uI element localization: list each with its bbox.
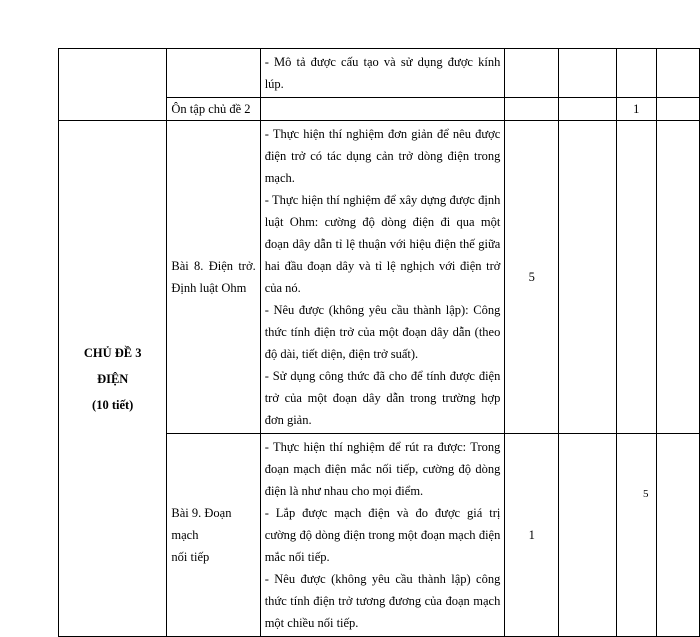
topic-cell: [59, 121, 167, 637]
table-row: [59, 49, 700, 98]
topic-name: ĐIỆN: [97, 371, 129, 386]
requirement-item: - Thực hiện thí nghiệm đơn giản để nêu được điện trở có tác dụng cản trở dòng điện trong mạch.: [264, 127, 501, 185]
requirement-item: - Lắp được mạch điện và đo được giá trị cường độ dòng điện trong một đoạn mạch điện mắc nối tiếp.: [264, 506, 501, 564]
count-cell-9: 1: [505, 434, 559, 637]
empty-cell: [656, 434, 699, 637]
count-cell: [505, 49, 559, 98]
topic-periods: (10 tiết): [92, 397, 134, 412]
lesson-cell-review: Ôn tập chủ đề 2: [167, 98, 260, 121]
table-row: [59, 121, 700, 434]
count-cell: [505, 98, 559, 121]
page-number: 5: [643, 488, 649, 500]
lesson-cell-9: [167, 434, 260, 637]
empty-cell: [559, 49, 616, 98]
topic-title: CHỦ ĐỀ 3: [83, 345, 142, 360]
lesson-8-title-line1: Bài 8. Điện trở.: [171, 259, 256, 273]
requirement-item: - Nêu được (không yêu cầu thành lập): Công thức tính điện trở của một đoạn dây dẫn (theo độ dài, tiết diện, điện trở suất).: [264, 303, 501, 361]
empty-cell: [559, 434, 616, 637]
lesson-8-title-line2: Định luật Ohm: [171, 281, 247, 295]
curriculum-table: [58, 48, 700, 637]
lesson-9-title-line1: Bài 9. Đoạn mạch: [171, 506, 232, 542]
requirement-item: - Sử dụng công thức đã cho để tính được điện trở của một đoạn dây dẫn trong trường hợp đơn giản.: [264, 369, 501, 427]
topic-cell-previous: [59, 49, 167, 121]
empty-cell: [616, 49, 656, 98]
empty-cell: [616, 121, 656, 434]
lesson-cell: [167, 49, 260, 98]
empty-cell: [656, 98, 699, 121]
requirement-item: - Thực hiện thí nghiệm để rút ra được: Trong đoạn mạch điện mắc nối tiếp, cường độ dòng điện là như nhau cho mọi điểm.: [264, 440, 501, 498]
requirement-cell-9: [260, 434, 505, 637]
lesson-9-title-line2: nối tiếp: [171, 550, 210, 564]
requirement-cell: - Mô tả được cấu tạo và sử dụng được kính lúp.: [260, 49, 505, 98]
empty-cell: [559, 121, 616, 434]
empty-cell: [616, 434, 656, 637]
requirement-cell: [260, 98, 505, 121]
requirement-cell-8: [260, 121, 505, 434]
empty-cell: [656, 49, 699, 98]
count-cell-review: 1: [616, 98, 656, 121]
empty-cell: [656, 121, 699, 434]
empty-cell: [559, 98, 616, 121]
requirement-item: - Nêu được (không yêu cầu thành lập) công thức tính điện trở tương đương của đoạn mạch một chiều nối tiếp.: [264, 572, 501, 630]
count-cell-8: 5: [505, 121, 559, 434]
requirement-item: - Thực hiện thí nghiệm để xây dựng được định luật Ohm: cường độ dòng điện đi qua một đoạn dây dẫn tỉ lệ thuận với hiệu điện thế giữa hai đầu đoạn dây và tỉ lệ nghịch với điện trở của nó.: [264, 193, 501, 295]
lesson-cell-8: [167, 121, 260, 434]
